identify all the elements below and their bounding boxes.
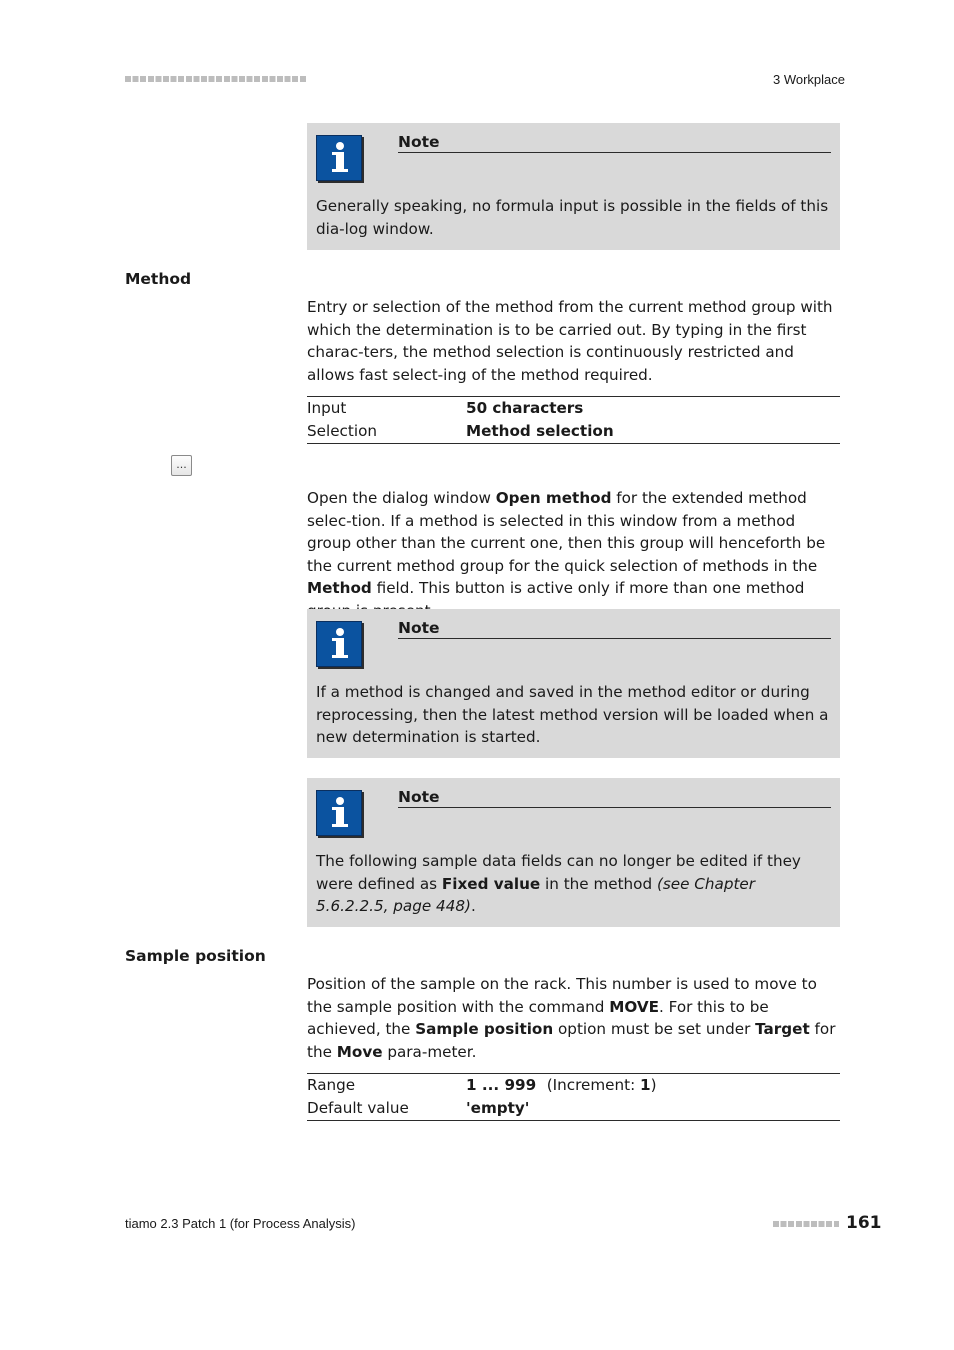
note-box — [307, 778, 840, 927]
text-bold: Method — [307, 579, 372, 597]
open-method-description — [307, 487, 840, 622]
text-bold: MOVE — [609, 997, 659, 1016]
chapter-link[interactable]: (see Chapter 5.6.2.2.5, page 448) — [316, 874, 756, 915]
param-row — [307, 397, 840, 420]
method-params-table — [307, 396, 840, 444]
text-run: The following sample data fields can no longer be edited if they were defined as — [316, 852, 801, 893]
param-key: Input — [307, 399, 347, 417]
param-key: Range — [307, 1076, 356, 1094]
footer-decoration — [773, 1221, 839, 1227]
increment-value: 1 — [640, 1076, 651, 1094]
info-icon — [316, 790, 362, 836]
param-value: 50 characters — [466, 399, 584, 417]
page-number: 161 — [846, 1213, 882, 1233]
param-row — [307, 1097, 840, 1120]
section-heading-method: Method — [125, 270, 192, 288]
text-run: field. This button is active only if more than one method — [376, 579, 805, 597]
text-run: . — [470, 897, 476, 915]
param-key: Default value — [307, 1099, 409, 1117]
text-run: Open the dialog window — [307, 489, 496, 507]
text-bold: Fixed value — [441, 874, 541, 893]
note-title: Note — [398, 619, 831, 639]
footer-product: tiamo 2.3 Patch 1 (for Process Analysis) — [125, 1216, 356, 1231]
increment-close: ) — [650, 1076, 657, 1094]
text-run: for the — [307, 1020, 836, 1061]
text-run: Position of the sample on the rack. This number is used to move to the sample position with the command — [307, 975, 817, 1016]
text-run: for the extended method selec-tion. If a method is selected in this window from a method group other than the current one, then this group will henceforth be the current method group for the quick selection of methods in the — [307, 489, 826, 575]
text-run: . For this to be achieved, the — [307, 997, 769, 1038]
open-method-button[interactable]: ... — [171, 455, 192, 476]
text-bold: Target — [755, 1020, 810, 1038]
param-value: Method selection — [466, 422, 614, 440]
note-body: Generally speaking, no formula input is possible in the fields of this dia-log window. — [316, 197, 829, 238]
method-description: Entry or selection of the method from the current method group with which the determination is to be carried out. By typing in the first charac-ters, the method selection is continuously restricted and allows fast select-ing of the method required. — [307, 298, 833, 384]
param-row — [307, 1074, 840, 1097]
info-icon — [316, 621, 362, 667]
text-bold: Sample position — [415, 1020, 554, 1038]
note-body: If a method is changed and saved in the method editor or during reprocessing, then the latest method version will be loaded when a new determination is started. — [316, 683, 829, 746]
sample-position-description — [307, 973, 840, 1063]
text-run: option must be set under — [553, 1020, 756, 1038]
header-decoration — [125, 76, 307, 82]
note-title: Note — [398, 788, 831, 808]
param-key: Selection — [307, 422, 377, 440]
section-heading-sample-position: Sample position — [125, 947, 266, 965]
param-row — [307, 420, 840, 443]
note-body — [316, 850, 832, 918]
text-run: in the method — [540, 874, 657, 893]
note-box — [307, 609, 840, 758]
text-bold: Move — [336, 1042, 383, 1061]
info-icon — [316, 135, 362, 181]
param-value: 'empty' — [466, 1099, 530, 1117]
range-value: 1 ... 999 — [466, 1076, 537, 1094]
param-value — [466, 1074, 657, 1097]
sample-position-params-table — [307, 1073, 840, 1121]
header-section: 3 Workplace — [773, 72, 846, 87]
text-bold: Open method — [495, 489, 612, 507]
note-title: Note — [398, 133, 831, 153]
increment-label: (Increment: — [546, 1076, 641, 1094]
note-box — [307, 123, 840, 250]
text-run: para-meter. — [382, 1042, 477, 1061]
